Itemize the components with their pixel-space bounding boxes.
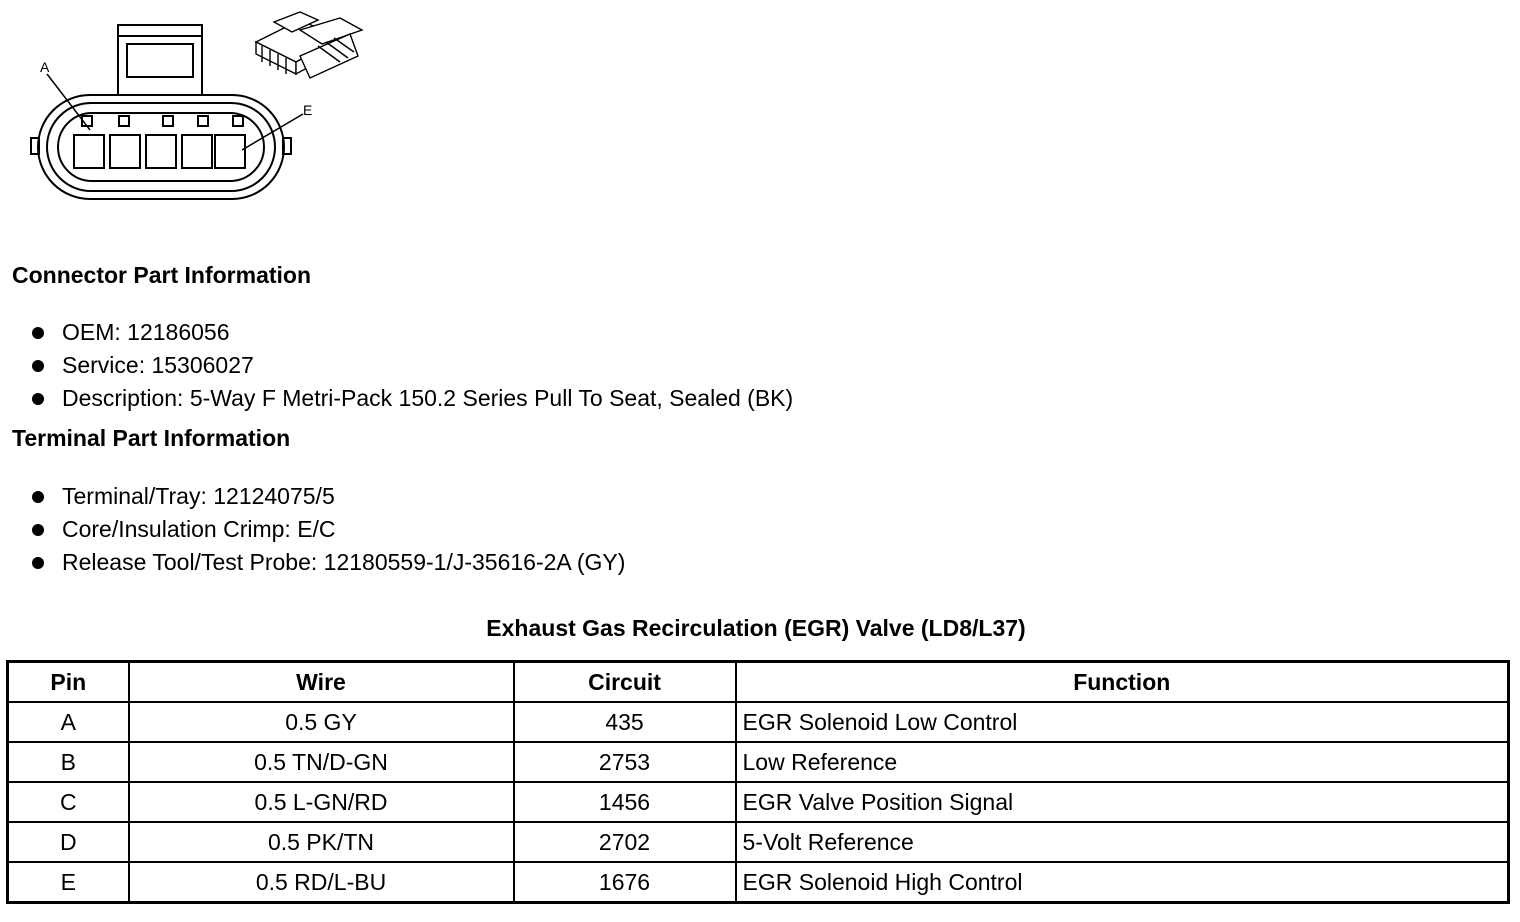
column-header-function: Function	[736, 662, 1509, 703]
column-header-wire: Wire	[129, 662, 514, 703]
function-cell: EGR Valve Position Signal	[736, 782, 1509, 822]
circuit-cell: 1456	[514, 782, 736, 822]
function-cell: EGR Solenoid Low Control	[736, 702, 1509, 742]
pin-table-title: Exhaust Gas Recirculation (EGR) Valve (LD8/L37)	[486, 615, 1026, 641]
core-insulation-crimp: Core/Insulation Crimp: E/C	[62, 516, 336, 542]
list-item	[30, 513, 625, 546]
wire-cell: 0.5 TN/D-GN	[129, 742, 514, 782]
table-header-row	[8, 662, 1509, 703]
pin-cell: B	[8, 742, 129, 782]
release-tool-test-probe: Release Tool/Test Probe: 12180559-1/J-35616-2A (GY)	[62, 549, 626, 575]
circuit-cell: 2702	[514, 822, 736, 862]
function-cell: EGR Solenoid High Control	[736, 862, 1509, 903]
terminal-tray: Terminal/Tray: 12124075/5	[62, 483, 335, 509]
table-row	[8, 822, 1509, 862]
table-row	[8, 782, 1509, 822]
terminal-part-information-heading: Terminal Part Information	[12, 425, 291, 451]
list-item	[30, 546, 625, 579]
circuit-cell: 1676	[514, 862, 736, 903]
wire-cell: 0.5 RD/L-BU	[129, 862, 514, 903]
wire-cell: 0.5 GY	[129, 702, 514, 742]
pin-table	[6, 660, 1510, 904]
pin-cell: D	[8, 822, 129, 862]
connector-part-list	[30, 316, 793, 415]
list-item	[30, 382, 793, 415]
list-item	[30, 316, 793, 349]
pin-a-callout: A	[40, 59, 50, 75]
pin-cell: C	[8, 782, 129, 822]
connector-description: Description: 5-Way F Metri-Pack 150.2 Series Pull To Seat, Sealed (BK)	[62, 385, 794, 411]
connector-oem: OEM: 12186056	[62, 319, 230, 345]
bullet-icon	[32, 327, 44, 339]
table-row	[8, 742, 1509, 782]
bullet-icon	[32, 393, 44, 405]
column-header-circuit: Circuit	[514, 662, 736, 703]
table-row	[8, 862, 1509, 903]
connector-face-diagram	[0, 0, 380, 215]
bullet-icon	[32, 557, 44, 569]
bullet-icon	[32, 524, 44, 536]
bullet-icon	[32, 360, 44, 372]
pin-e-callout: E	[303, 102, 313, 118]
function-cell: Low Reference	[736, 742, 1509, 782]
circuit-cell: 435	[514, 702, 736, 742]
pin-cell: E	[8, 862, 129, 903]
list-item	[30, 349, 793, 382]
column-header-pin: Pin	[8, 662, 129, 703]
table-row	[8, 702, 1509, 742]
pin-cell: A	[8, 702, 129, 742]
function-cell: 5-Volt Reference	[736, 822, 1509, 862]
connector-service: Service: 15306027	[62, 352, 254, 378]
wire-cell: 0.5 PK/TN	[129, 822, 514, 862]
terminal-part-list	[30, 480, 625, 579]
connector-isometric-icon	[256, 12, 362, 78]
wire-cell: 0.5 L-GN/RD	[129, 782, 514, 822]
circuit-cell: 2753	[514, 742, 736, 782]
bullet-icon	[32, 491, 44, 503]
connector-part-information-heading: Connector Part Information	[12, 262, 312, 288]
list-item	[30, 480, 625, 513]
